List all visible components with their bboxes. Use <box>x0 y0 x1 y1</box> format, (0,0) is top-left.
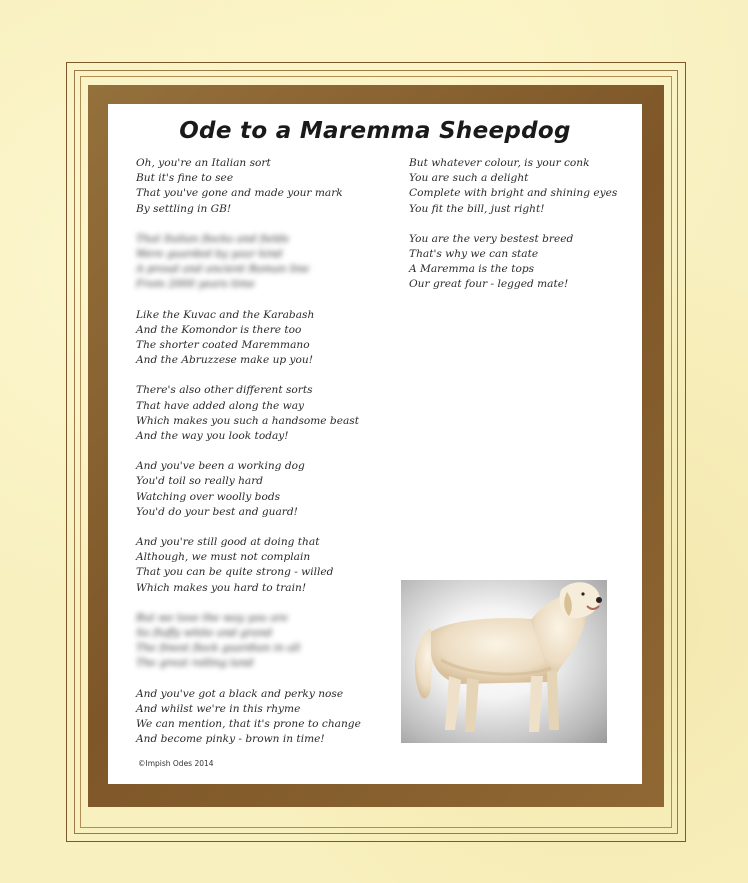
poem-line: That have added along the way <box>136 399 305 412</box>
poem-line: Which makes you such a handsome beast <box>136 414 359 427</box>
poem-left-column <box>136 156 396 763</box>
blurred-stanza <box>136 611 396 672</box>
poem-line: The finest flock guardian in all <box>136 642 301 655</box>
poem-line: The shorter coated Maremmano <box>136 339 310 352</box>
poem-line: You are the very bestest breed <box>409 232 574 245</box>
poem-line: There's also other different sorts <box>136 384 313 397</box>
poem-line: You'd toil so really hard <box>136 475 264 488</box>
poem-line: That you've gone and made your mark <box>136 187 343 200</box>
poem-line: Complete with bright and shining eyes <box>409 187 618 200</box>
stanza <box>136 535 396 596</box>
poem-line: From 2000 years time <box>136 278 255 291</box>
poem-line: And the Komondor is there too <box>136 323 302 336</box>
dog-photo <box>401 580 607 743</box>
poem-line: So fluffy white and grand <box>136 627 272 640</box>
poem-line: A Maremma is the tops <box>409 263 535 276</box>
stanza <box>136 383 396 444</box>
poem-right-column <box>409 156 639 308</box>
poem-line: You'd do your best and guard! <box>136 505 298 518</box>
poem-line: But we love the way you are <box>136 611 288 624</box>
poem-line: Watching over woolly bods <box>136 490 281 503</box>
stanza <box>136 687 396 748</box>
poem-line: You are such a delight <box>409 172 529 185</box>
stanza <box>136 156 396 217</box>
poem-line: Like the Kuvac and the Karabash <box>136 308 315 321</box>
stanza <box>409 232 639 293</box>
poem-line: And you've been a working dog <box>136 460 305 473</box>
poem-line: That's why we can state <box>409 248 539 261</box>
poem-line: And the Abruzzese make up you! <box>136 354 313 367</box>
poem-line: But whatever colour, is your conk <box>409 157 590 169</box>
poem-line: And whilst we're in this rhyme <box>136 702 301 715</box>
blurred-stanza <box>136 232 396 293</box>
poem-line: Although, we must not complain <box>136 551 311 564</box>
poem-line: Our great four - legged mate! <box>409 278 569 291</box>
maremma-dog-icon <box>401 580 607 743</box>
copyright-notice: ©Impish Odes 2014 <box>138 759 214 768</box>
stanza <box>136 459 396 520</box>
poem-line: But it's fine to see <box>136 172 234 185</box>
poem-line: By settling in GB! <box>136 202 232 215</box>
poem-line: We can mention, that it's prone to change <box>136 718 361 731</box>
poem-line: That Italian flocks and fields <box>136 232 289 245</box>
poem-line: Were guarded by your kind <box>136 248 283 261</box>
poem-line: The great rolling land <box>136 657 254 670</box>
poem-title: Ode to a Maremma Sheepdog <box>179 118 571 144</box>
stanza <box>136 308 396 369</box>
poem-line: And you've got a black and perky nose <box>136 687 344 700</box>
poem-line: And become pinky - brown in time! <box>136 733 325 746</box>
poem-line: That you can be quite strong - willed <box>136 566 334 579</box>
poem-line: You fit the bill, just right! <box>409 202 545 215</box>
poem-line: Oh, you're an Italian sort <box>136 157 271 169</box>
poem-line: And the way you look today! <box>136 430 289 443</box>
poem-line: A proud and ancient Roman line <box>136 263 310 276</box>
poem-line: And you're still good at doing that <box>136 536 320 549</box>
poem-line: Which makes you hard to train! <box>136 581 307 594</box>
poem-page <box>108 104 642 784</box>
stanza <box>409 156 639 217</box>
